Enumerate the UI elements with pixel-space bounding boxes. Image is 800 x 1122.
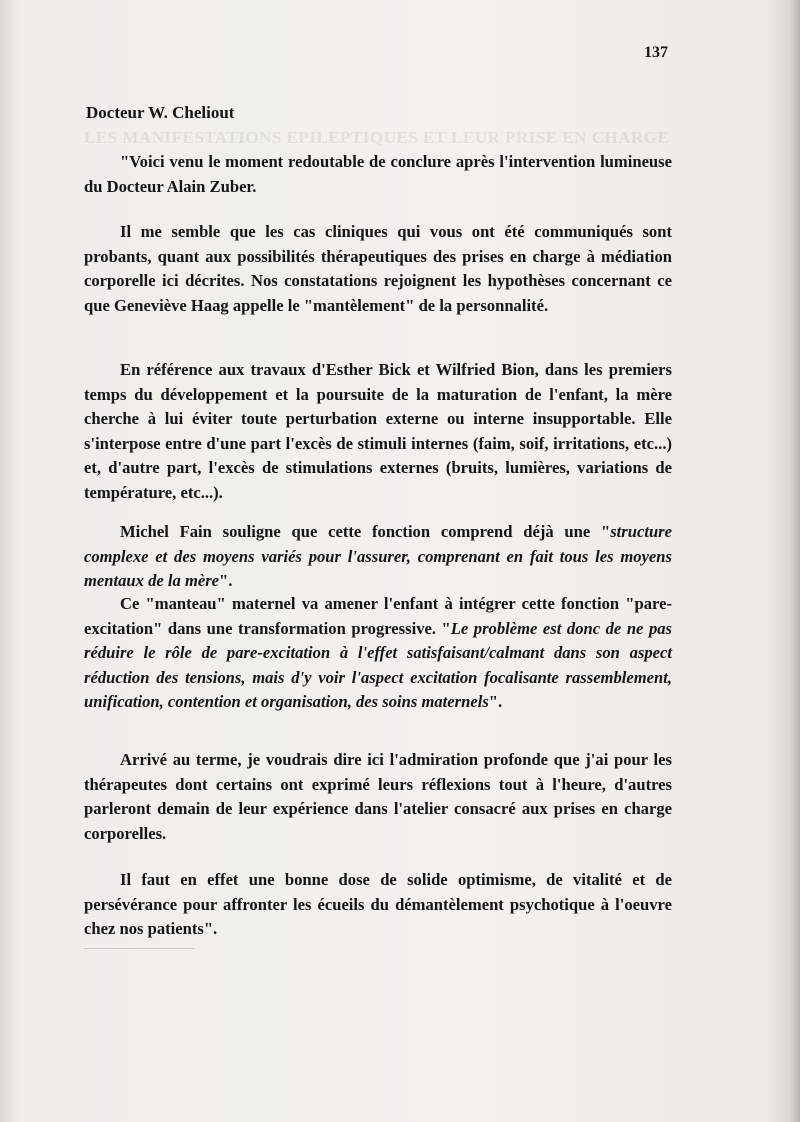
- paragraph: [84, 358, 672, 506]
- footnote-divider: [84, 948, 194, 949]
- paragraph-text: Ce "manteau" maternel va amener l'enfant à intégrer cette fonction "pare-excitation" dans une transformation progressive. ": [84, 594, 672, 638]
- paragraph-text: Michel Fain souligne que cette fonction comprend déjà une ": [120, 522, 611, 541]
- paragraph-text: Il faut en effet une bonne dose de solide optimisme, de vitalité et de persévérance pour affronter les écueils du démantèlement psychotique à l'oeuvre chez nos patients".: [84, 870, 672, 939]
- page-edge-shadow: [790, 0, 800, 1122]
- paragraph-text: ".: [488, 692, 503, 712]
- page-number: 137: [644, 44, 668, 61]
- paragraph-text: Arrivé au terme, je voudrais dire ici l'admiration profonde que j'ai pour les thérapeutes dont certains ont exprimé leurs réflexions tout à l'heure, d'autres parleront demain de leur expérience dans l'atelier consacré aux prises en charge corporelles.: [84, 750, 672, 843]
- author-heading: Docteur W. Cheliout: [86, 103, 235, 122]
- italic-quote: structure complexe et des moyens variés pour l'assurer, comprenant en fait tous les moyens mentaux de la mère: [84, 522, 672, 591]
- italic-quote: Le problème est donc de ne pas réduire le rôle de pare-excitation à l'effet satisfaisant/calmant dans son aspect réduction des tensions, mais d'y voir l'aspect excitation focalisante rassemblement, unification, contention et organisation, des soins maternels: [84, 618, 672, 712]
- paragraph-text: "Voici venu le moment redoutable de conclure après l'intervention lumineuse du Docteur Alain Zuber.: [84, 152, 672, 196]
- paragraph: [84, 150, 672, 199]
- paragraph: [84, 748, 672, 846]
- paragraph-text: Il me semble que les cas cliniques qui vous ont été communiqués sont probants, quant aux possibilités thérapeutiques des prises en charge à médiation corporelle ici décrites. Nos constatations rejoignent les hypothèses concernant ce que Geneviève Haag appelle le "mantèlement" de la personnalité.: [84, 222, 672, 315]
- paragraph-with-quote: [84, 520, 672, 594]
- paragraph: [84, 520, 672, 594]
- paragraph: [84, 220, 672, 318]
- paragraph-text: En référence aux travaux d'Esther Bick et Wilfried Bion, dans les premiers temps du développement et la poursuite de la maturation de l'enfant, la mère cherche à lui éviter toute perturbation externe ou interne insupportable. Elle s'interpose entre d'une part l'excès de stimuli internes (faim, soif, irritations, etc...) et, d'autre part, l'excès de stimulations externes (bruits, lumières, variations de température, etc...).: [84, 360, 672, 502]
- paragraph-text: ".: [219, 571, 233, 591]
- paragraph-with-quote: [84, 592, 672, 715]
- paragraph: [84, 592, 672, 715]
- paragraph: [84, 868, 672, 942]
- show-through-text: LES MANIFESTATIONS EPILEPTIQUES ET LEUR PRISE EN CHARGE: [84, 128, 670, 147]
